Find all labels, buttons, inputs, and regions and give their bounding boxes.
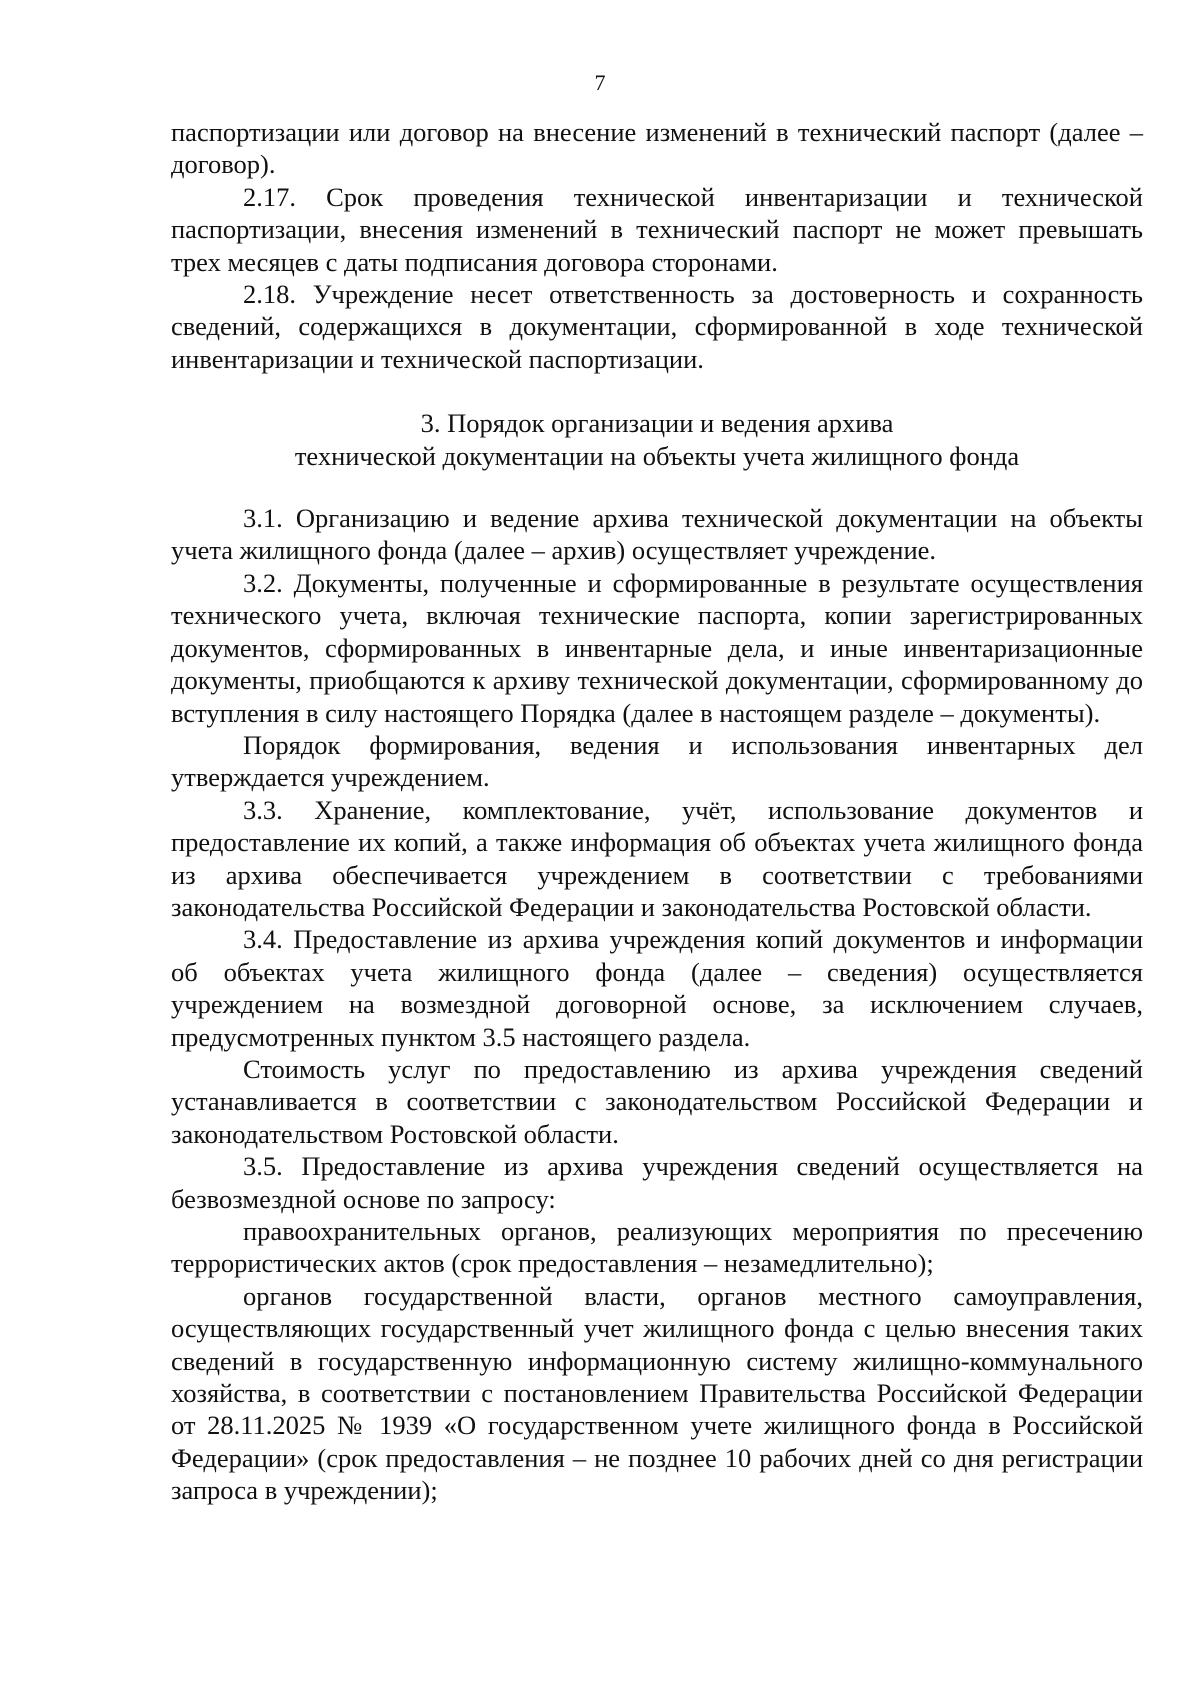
paragraph-3-4: 3.4. Предоставление из архива учреждения копий документов и информации об объектах учета жилищного фонда (далее – сведения) осуществляется учреждением на возмездной договорной основе, за исключением случаев, предусмотренных пунктом 3.5 настоящего раздела. (171, 924, 1143, 1052)
paragraph-2-17: 2.17. Срок проведения технической инвентаризации и технической паспортизации, внесения изменений в технический паспорт не может превышать трех месяцев с даты подписания договора сторонами. (171, 181, 1143, 277)
paragraph: паспортизации или договор на внесение изменений в технический паспорт (далее – договор). (171, 117, 1143, 180)
list-item: органов государственной власти, органов местного самоуправления, осуществляющих государственный учет жилищного фонда с целью внесения таких сведений в государственную информационную систему жилищно-коммунального хозяйства, в соответствии с постановлением Правительства Российской Федерации от 28.11.2025 № 1939 «О государственном учете жилищного фонда в Российской Федерации» (срок предоставления – не позднее 10 рабочих дней со дня регистрации запроса в учреждении); (171, 1280, 1143, 1506)
section-heading-line-2: технической документации на объекты учета жилищного фонда (294, 440, 1020, 471)
page-number: 7 (594, 70, 606, 95)
paragraph-3-2: 3.2. Документы, полученные и сформированные в результате осуществления технического учета, включая технические паспорта, копии зарегистрированных документов, сформированных в инвентарные дела, и иные инвентаризационные документы, приобщаются к архиву технической документации, сформированному до вступления в силу настоящего Порядка (далее в настоящем разделе – документы). (171, 567, 1143, 728)
paragraph-2-18: 2.18. Учреждение несет ответственность за достоверность и сохранность сведений, содержащихся в документации, сформированной в ходе технической инвентаризации и технической паспортизации. (171, 279, 1143, 374)
paragraph-3-1: 3.1. Организацию и ведение архива технической документации на объекты учета жилищного фонда (далее – архив) осуществляет учреждение. (171, 503, 1143, 566)
list-item: правоохранительных органов, реализующих мероприятия по пресечению террористических актов (срок предоставления – незамедлительно); (171, 1216, 1143, 1279)
section-heading-line-1: 3. Порядок организации и ведения архива (420, 408, 894, 439)
section-heading (171, 407, 1143, 472)
paragraph: Порядок формирования, ведения и использования инвентарных дел утверждается учреждением. (171, 729, 1143, 793)
paragraph-3-5: 3.5. Предоставление из архива учреждения сведений осуществляется на безвозмездной основе по запросу: (171, 1151, 1143, 1214)
paragraph-3-3: 3.3. Хранение, комплектование, учёт, использование документов и предоставление их копий, а также информация об объектах учета жилищного фонда из архива обеспечивается учреждением в соответствии с требованиями законодательства Российской Федерации и законодательства Ростовской области. (171, 794, 1143, 922)
document-body (171, 116, 1143, 1507)
paragraph: Стоимость услуг по предоставлению из архива учреждения сведений устанавливается в соответствии с законодательством Российской Федерации и законодательством Ростовской области. (171, 1053, 1143, 1149)
